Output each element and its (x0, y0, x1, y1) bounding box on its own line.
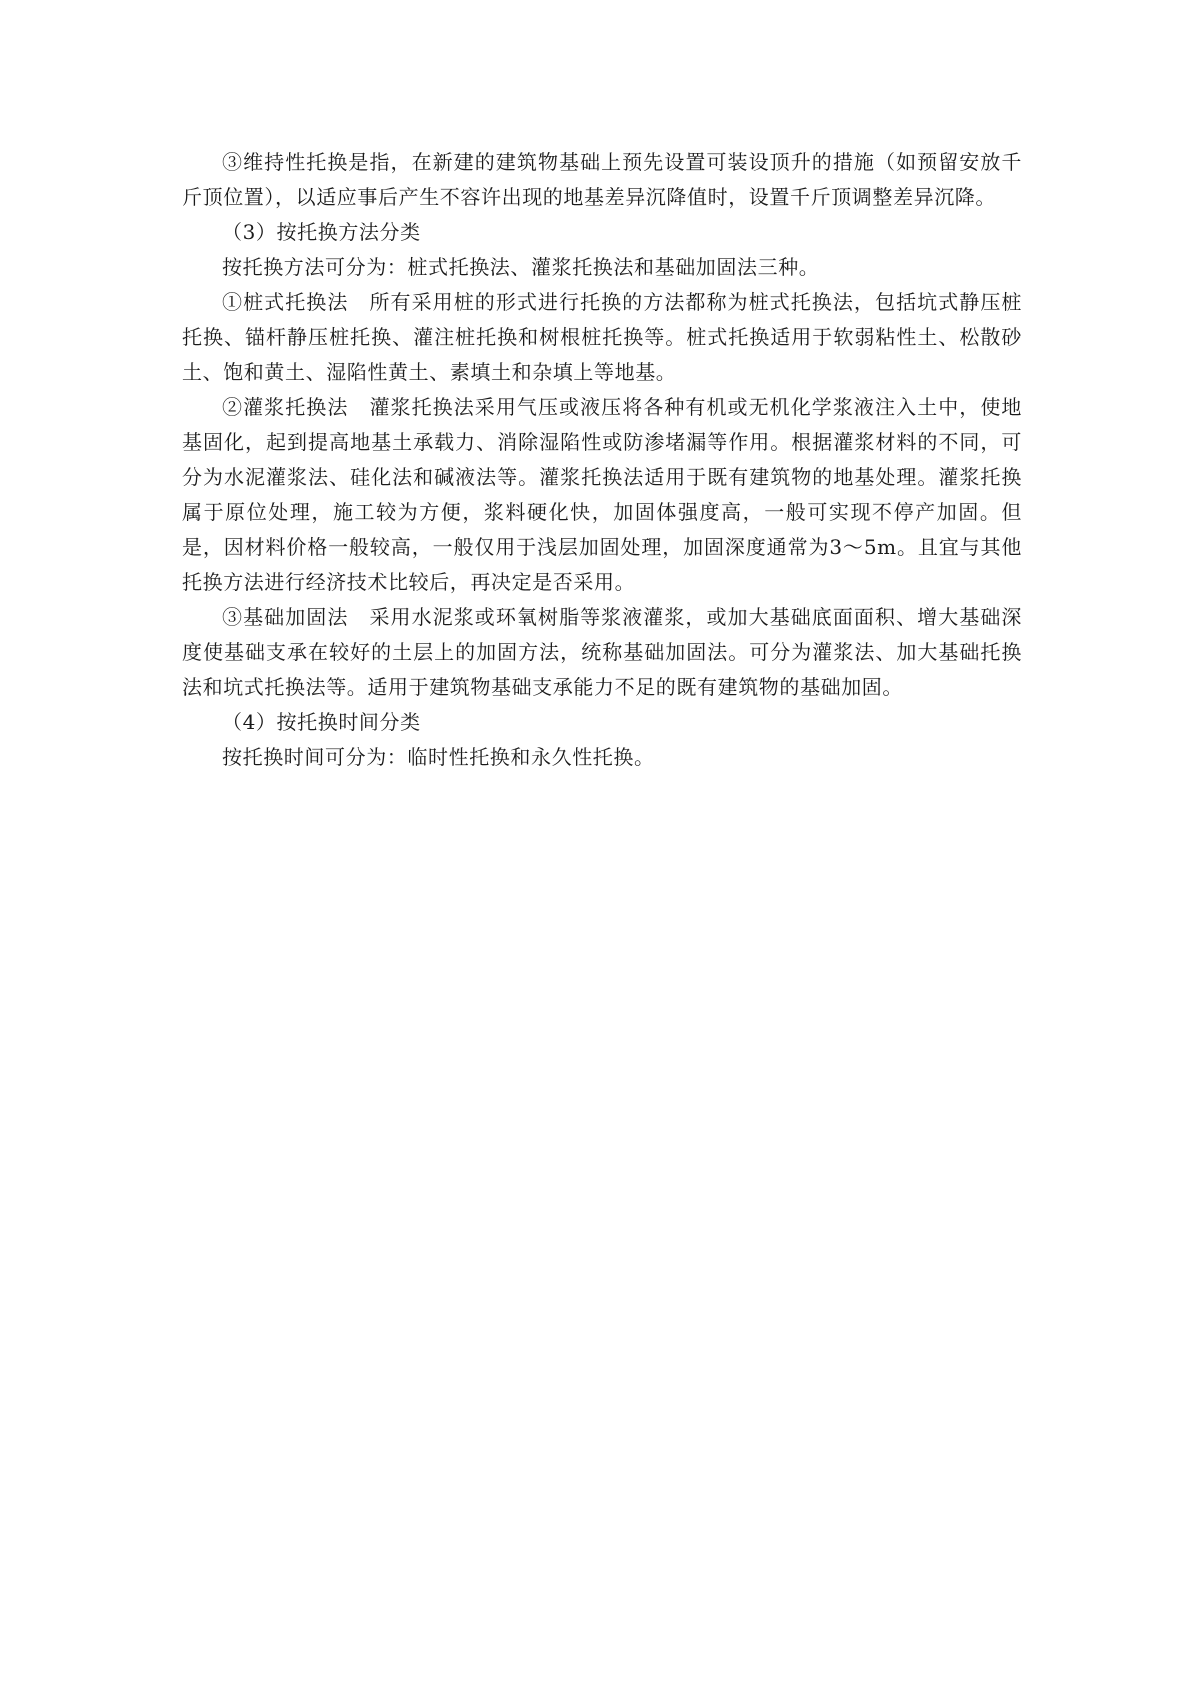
paragraph-foundation-reinforcement: ③基础加固法 采用水泥浆或环氧树脂等浆液灌浆，或加大基础底面面积、增大基础深度使基础支承在较好的土层上的加固方法，统称基础加固法。可分为灌浆法、加大基础托换法和坑式托换法等。适用于建筑物基础支承能力不足的既有建筑物的基础加固。 (182, 605, 1022, 699)
paragraph-grouting-underpinning: ②灌浆托换法 灌浆托换法采用气压或液压将各种有机或无机化学浆液注入土中，使地基固化，起到提高地基土承载力、消除湿陷性或防渗堵漏等作用。根据灌浆材料的不同，可分为水泥灌浆法、硅化法和碱液法等。灌浆托换法适用于既有建筑物的地基处理。灌浆托换属于原位处理，施工较为方便，浆料硬化快，加固体强度高，一般可实现不停产加固。但是，因材料价格一般较高，一般仅用于浅层加固处理，加固深度通常为3～5m。且宜与其他托换方法进行经济技术比较后，再决定是否采用。 (182, 395, 1022, 594)
heading-by-method: （3）按托换方法分类 (222, 220, 421, 244)
paragraph-maintenance-underpinning: ③维持性托换是指，在新建的建筑物基础上预先设置可装设顶升的措施（如预留安放千斤顶位置），以适应事后产生不容许出现的地基差异沉降值时，设置千斤顶调整差异沉降。 (182, 150, 1022, 209)
document-body (182, 145, 1022, 775)
heading-by-time: （4）按托换时间分类 (222, 710, 421, 734)
paragraph-time-summary: 按托换时间可分为：临时性托换和永久性托换。 (222, 745, 655, 769)
paragraph-method-summary: 按托换方法可分为：桩式托换法、灌浆托换法和基础加固法三种。 (222, 255, 820, 279)
paragraph-pile-underpinning: ①桩式托换法 所有采用桩的形式进行托换的方法都称为桩式托换法，包括坑式静压桩托换、锚杆静压桩托换、灌注桩托换和树根桩托换等。桩式托换适用于软弱粘性土、松散砂土、饱和黄土、湿陷性黄土、素填土和杂填上等地基。 (182, 290, 1022, 384)
